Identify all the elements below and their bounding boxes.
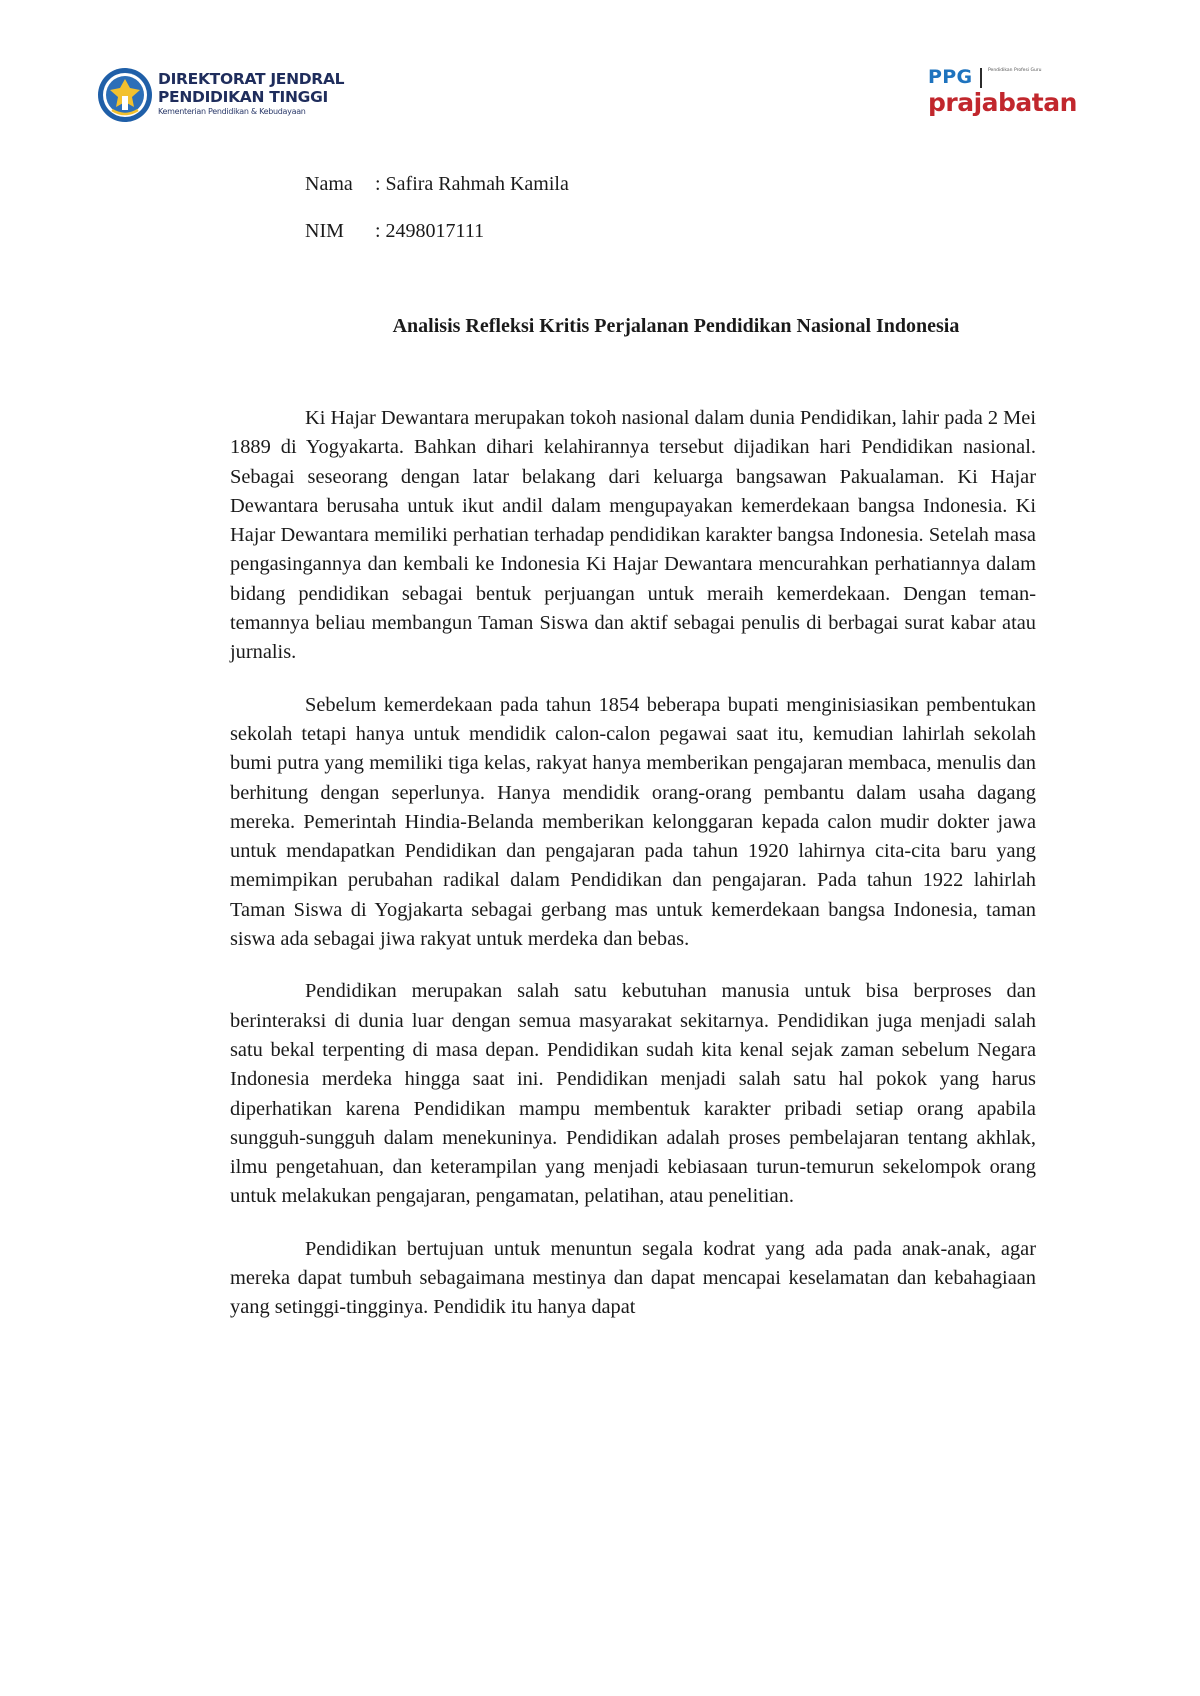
logo-line-2: PENDIDIKAN TINGGI <box>158 88 328 106</box>
prajabatan-wordmark: prajabatan <box>928 88 1077 117</box>
logo-divider <box>980 68 982 88</box>
logo-line-3: Kementerian Pendidikan & Kebudayaan <box>158 107 306 116</box>
name-field <box>305 173 569 196</box>
ppg-prajabatan-logo <box>928 66 1078 126</box>
dikti-wordmark <box>158 70 344 118</box>
paragraph: Sebelum kemerdekaan pada tahun 1854 beberapa bupati menginisiasikan pembentukan sekolah tetapi hanya untuk mendidik calon-calon pegawai saat itu, kemudian lahirlah sekolah bumi putra yang memiliki tiga kelas, rakyat hanya memberikan pengajaran membaca, menulis dan berhitung dengan seperlunya. Hanya mendidik orang-orang pembantu dalam usaha dagang mereka. Pemerintah Hindia-Belanda memberikan kelonggaran kepada calon mudir dokter jawa untuk mendapatkan Pendidikan dan pengajaran pada tahun 1920 lahirnya cita-cita baru yang memimpikan perubahan radikal dalam Pendidikan dan pengajaran. Pada tahun 1922 lahirlah Taman Siswa di Yogjakarta sebagai gerbang mas untuk kemerdekaan bangsa Indonesia, taman siswa ada sebagai jiwa rakyat untuk merdeka dan bebas. <box>230 693 1036 951</box>
ppg-wordmark: PPG <box>928 66 973 88</box>
logo-line-1: DIREKTORAT JENDRAL <box>158 70 345 88</box>
document-body <box>230 404 1036 1346</box>
paragraph: Ki Hajar Dewantara merupakan tokoh nasional dalam dunia Pendidikan, lahir pada 2 Mei 1889 di Yogyakarta. Bahkan dihari kelahirannya tersebut dijadikan hari Pendidikan nasional. Sebagai seseorang dengan latar belakang dari keluarga bangsawan Pakualaman. Ki Hajar Dewantara berusaha untuk ikut andil dalam mengupayakan kemerdekaan bangsa Indonesia. Ki Hajar Dewantara memiliki perhatian terhadap pendidikan karakter bangsa Indonesia. Setelah masa pengasingannya dan kembali ke Indonesia Ki Hajar Dewantara mencurahkan perhatiannya dalam bidang pendidikan sebagai bentuk perjuangan untuk meraih kemerdekaan. Dengan teman-temannya beliau membangun Taman Siswa dan aktif sebagai penulis di berbagai surat kabar atau jurnalis. <box>230 407 1036 664</box>
name-label: Nama <box>305 173 353 195</box>
name-value: : Safira Rahmah Kamila <box>375 173 569 195</box>
document-title: Analisis Refleksi Kritis Perjalanan Pendidikan Nasional Indonesia <box>392 315 960 337</box>
nim-label: NIM <box>305 220 344 242</box>
nim-field <box>305 220 484 243</box>
ppg-tagline: Pendidikan Profesi Guru <box>988 68 1042 73</box>
paragraph: Pendidikan merupakan salah satu kebutuhan manusia untuk bisa berproses dan berinteraksi di dunia luar dengan semua masyarakat sekitarnya. Pendidikan juga menjadi salah satu bekal terpenting di masa depan. Pendidikan sudah kita kenal sejak zaman sebelum Negara Indonesia merdeka hingga saat ini. Pendidikan menjadi salah satu hal pokok yang harus diperhatikan karena Pendidikan mampu membentuk karakter pribadi setiap orang apabila sungguh-sungguh dalam menekuninya. Pendidikan adalah proses pembelajaran tentang akhlak, ilmu pengetahuan, dan keterampilan yang menjadi kebiasaan turun-temurun sekelompok orang untuk melakukan pengajaran, pengamatan, pelatihan, atau penelitian. <box>230 980 1036 1208</box>
tut-wuri-handayani-emblem-icon <box>96 66 154 124</box>
paragraph: Pendidikan bertujuan untuk menuntun segala kodrat yang ada pada anak-anak, agar mereka dapat tumbuh sebagaimana mestinya dan dapat mencapai keselamatan dan kebahagiaan yang setinggi-tingginya. Pendidik itu hanya dapat <box>230 1237 1036 1319</box>
nim-value: : 2498017111 <box>375 220 485 242</box>
dikti-logo <box>96 66 345 130</box>
